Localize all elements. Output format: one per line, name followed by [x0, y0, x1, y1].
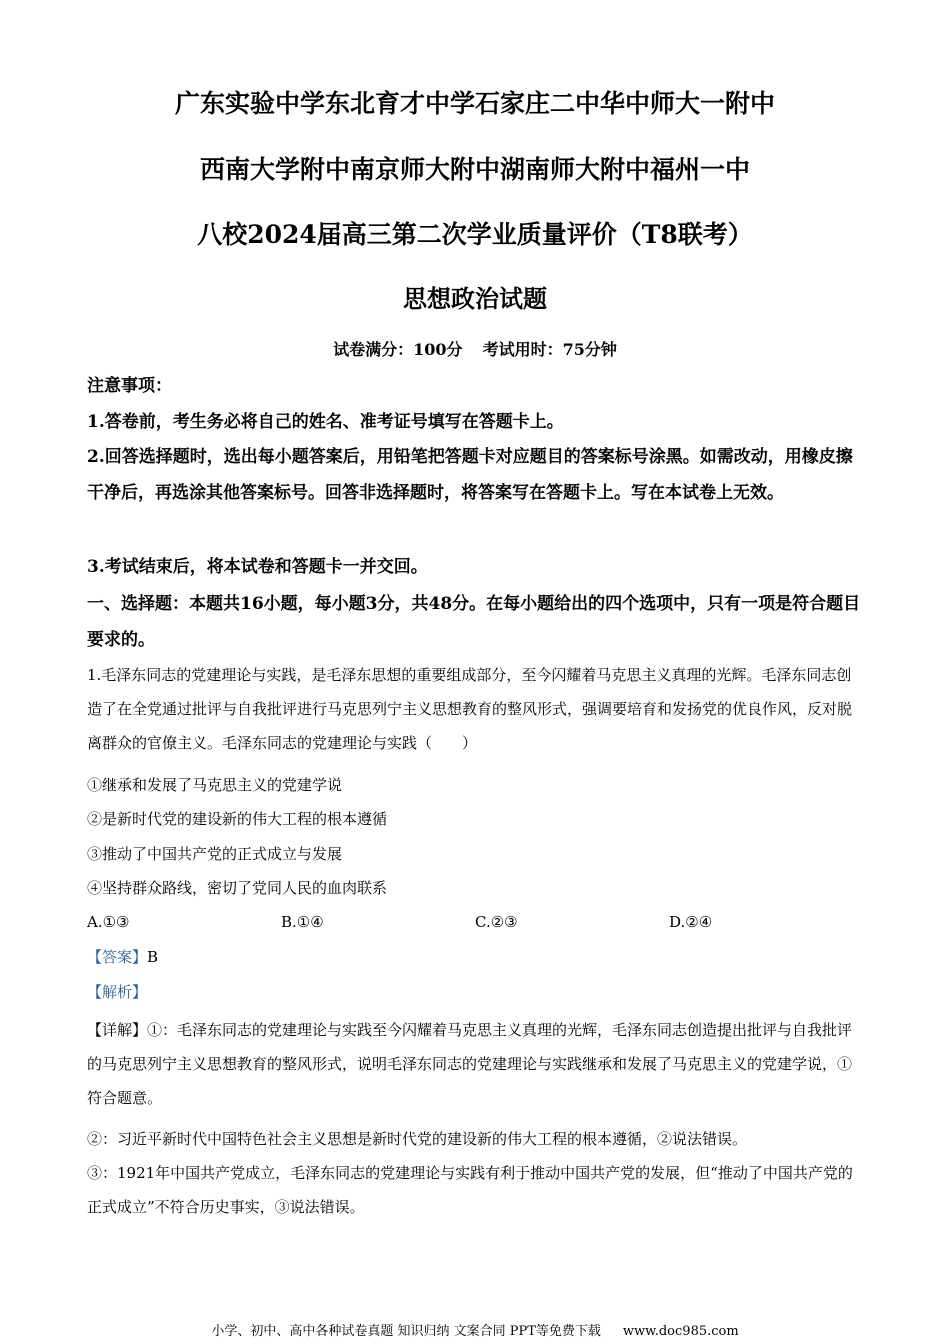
- section-1-heading: 一、选择题：本题共16小题，每小题3分，共48分。在每小题给出的四个选项中，只有一项是符合题目要求的。: [87, 594, 861, 650]
- footer-url[interactable]: www.doc985.com: [622, 1324, 739, 1339]
- notice-item-2: 2.回答选择题时，选出每小题答案后，用铅笔把答题卡对应题目的答案标号涂黑。如需改动，用橡皮擦干净后，再选涂其他答案标号。回答非选择题时，将答案写在答题卡上。写在本试卷上无效。: [87, 447, 853, 503]
- title-line-2: 西南大学附中南京师大附中湖南师大附中福州一中: [199, 155, 750, 184]
- choice-b: B.①④: [281, 913, 324, 931]
- question-1-option-1: ①继承和发展了马克思主义的党建学说: [87, 776, 343, 794]
- detail-paragraph-3: ③：1921年中国共产党成立，毛泽东同志的党建理论与实践有利于推动中国共产党的发展，但“推动了中国共产党的正式成立”不符合历史事实，③说法错误。: [87, 1164, 853, 1216]
- question-1-option-2: ②是新时代党的建设新的伟大工程的根本遵循: [87, 810, 388, 828]
- footer-text: 小学、初中、高中各种试卷真题 知识归纳 文案合同 PPT等免费下载: [211, 1324, 601, 1339]
- notice-item-1: 1.答卷前，考生务必将自己的姓名、准考证号填写在答题卡上。: [87, 412, 564, 432]
- answer-tag: 【答案】: [87, 948, 148, 966]
- detail-paragraph-1: [87, 1013, 862, 1115]
- page-footer: [0, 1322, 950, 1342]
- subject-title: 思想政治试题: [403, 284, 547, 313]
- detail-text-1: ①：毛泽东同志的党建理论与实践至今闪耀着马克思主义真理的光辉，毛泽东同志创造提出批评与自我批评的马克思列宁主义思想教育的整风形式，说明毛泽东同志的党建理论与实践继承和发展了马克思主义的党建学说，①符合题意。: [87, 1021, 853, 1107]
- choice-a: A.①③: [87, 913, 130, 931]
- notice-heading: 注意事项：: [87, 376, 172, 396]
- answer-line: [87, 945, 158, 969]
- full-score: 试卷满分：100分: [333, 340, 463, 359]
- choice-d: D.②④: [669, 913, 713, 931]
- question-1-stem: 1.毛泽东同志的党建理论与实践，是毛泽东思想的重要组成部分，至今闪耀着马克思主义真理的光辉。毛泽东同志创造了在全党通过批评与自我批评进行马克思列宁主义思想教育的整风形式，强调要培育和发扬党的优良作风，反对脱离群众的官僚主义。毛泽东同志的党建理论与实践（ ）: [87, 666, 853, 752]
- analysis-line: [87, 980, 147, 1004]
- question-1-option-3: ③推动了中国共产党的正式成立与发展: [87, 845, 343, 863]
- title-line-1: 广东实验中学东北育才中学石家庄二中华中师大一附中: [174, 89, 775, 118]
- analysis-tag: 【解析】: [87, 983, 148, 1001]
- question-1-option-4: ④坚持群众路线，密切了党同人民的血肉联系: [87, 879, 388, 897]
- detail-tag: 【详解】: [87, 1021, 148, 1039]
- answer-value: B: [147, 948, 159, 966]
- notice-item-3: 3.考试结束后，将本试卷和答题卡一并交回。: [87, 557, 428, 577]
- title-line-3: 八校2024届高三第二次学业质量评价（T8联考）: [197, 220, 753, 249]
- choice-c: C.②③: [475, 913, 518, 931]
- exam-meta: [0, 339, 950, 361]
- detail-paragraph-2: ②：习近平新时代中国特色社会主义思想是新时代党的建设新的伟大工程的根本遵循，②说法错误。: [87, 1130, 748, 1148]
- exam-time: 考试用时：75分钟: [482, 340, 617, 359]
